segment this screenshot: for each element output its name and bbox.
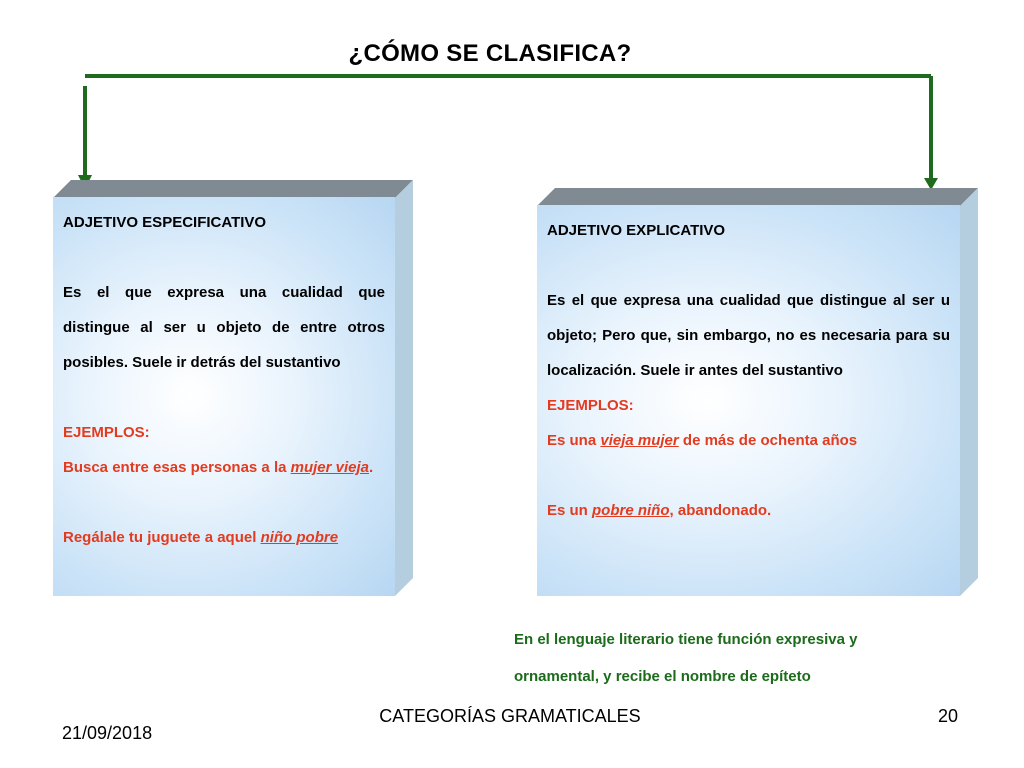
examples-label-especificativo: EJEMPLOS: [63,424,150,441]
heading-especificativo: ADJETIVO ESPECIFICATIVO [63,214,267,231]
example-1-explicativo: Es una vieja mujer de más de ochenta años [547,432,858,449]
box-especificativo-side-face [395,180,413,596]
example-2-explicativo: Es un pobre niño, abandonado. [547,502,772,519]
definition-explicativo: Es el que expresa una cualidad que distingue al ser u objeto; Pero que, sin embargo, no es necesaria para su localización. Suele ir antes del sustantivo [547,292,950,379]
slide-number: 20 [938,706,959,726]
footer-date: 21/09/2018 [62,723,153,743]
example-2-highlight: niño pobre [260,529,339,546]
box-especificativo-top-face [53,180,413,198]
heading-explicativo: ADJETIVO EXPLICATIVO [547,222,726,239]
example-1-highlight: mujer vieja [290,459,370,476]
slide-title: ¿CÓMO SE CLASIFICA? [348,40,632,67]
box-especificativo [53,197,395,596]
example-2-especificativo: Regálale tu juguete a aquel niño pobre [63,529,339,546]
examples-label-explicativo: EJEMPLOS: [547,397,634,414]
example-2-highlight: pobre niño [592,502,670,519]
footer-title: CATEGORÍAS GRAMATICALES [379,706,641,726]
example-1-highlight: vieja mujer [600,432,679,449]
box-explicativo-side-face [960,188,978,596]
definition-especificativo: Es el que expresa una cualidad que distingue al ser u objeto de entre otros posibles. Suele ir detrás del sustantivo [63,284,385,371]
box-explicativo [537,205,960,596]
epiteto-note: En el lenguaje literario tiene función expresiva y ornamental, y recibe el nombre de epíteto [514,631,858,685]
example-1-especificativo: Busca entre esas personas a la mujer vieja. [63,459,374,476]
box-explicativo-top-face [537,188,978,206]
